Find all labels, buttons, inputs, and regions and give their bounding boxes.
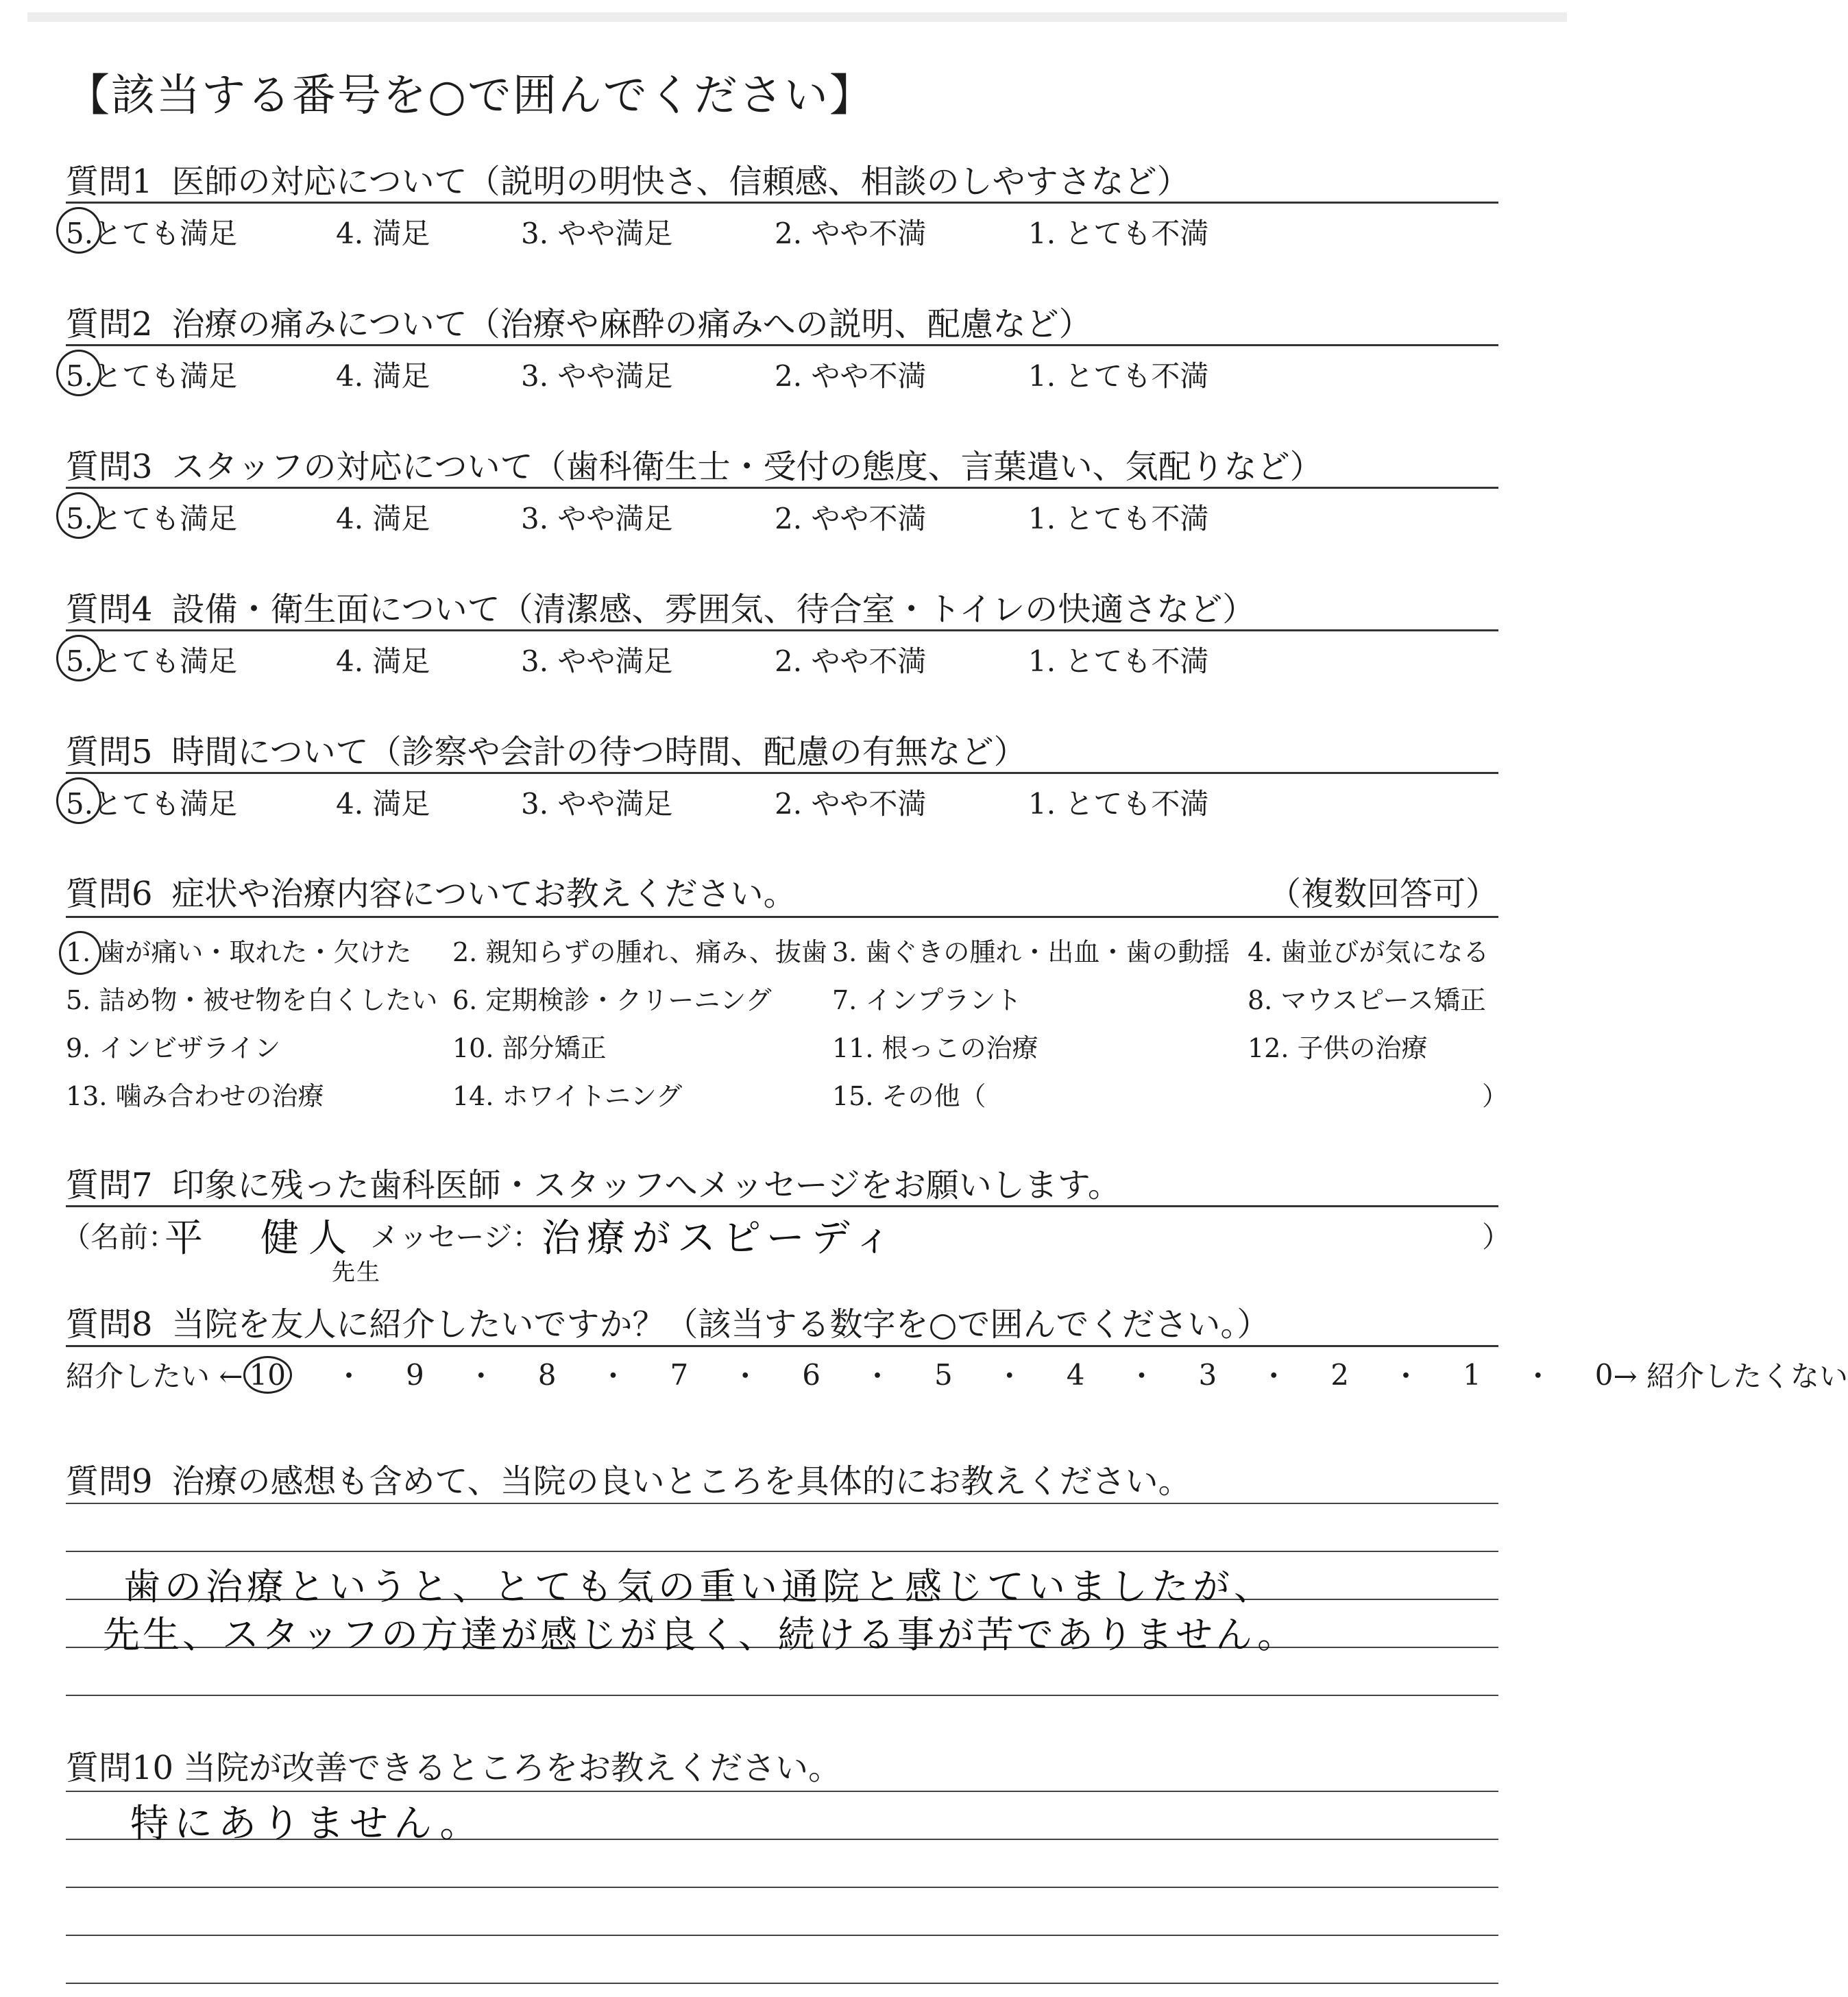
q10-text: 当院が改善できるところをお教えください。 [183,1749,842,1787]
q4-number: 質問4 [66,590,153,629]
q7-rule [66,1205,1498,1207]
q10-rule-3 [66,1887,1498,1888]
q8-scale-7: 7 [670,1357,689,1392]
q8-scale-3: 3 [1198,1357,1217,1392]
q1-option-3: 3. やや満足 [521,217,673,250]
q2-option-2: 2. やや不満 [775,359,927,393]
q5-option-5: 5.とても満足 [66,787,238,821]
q10-heading [66,1741,841,1789]
q8-separator-dot: ・ [731,1359,760,1393]
q8-scale-6: 6 [802,1357,820,1392]
q8-scale-9: 9 [406,1357,424,1392]
q8-scale-8: 8 [537,1357,557,1392]
q5-rule [66,772,1498,774]
q10-number: 質問10 [66,1749,174,1787]
q8-separator-dot: ・ [1259,1359,1289,1393]
q7-heading [66,1159,1121,1206]
q6-heading [66,867,797,915]
q10-answer-handwritten: 特にありません。 [130,1802,484,1846]
q7-message-label: メッセージ： [370,1220,542,1254]
q8-separator-dot: ・ [466,1359,496,1393]
q9-rule-1 [66,1503,1498,1504]
q8-separator-dot: ・ [863,1359,892,1393]
q6-number: 質問6 [66,875,153,913]
q5-option-1: 1. とても不満 [1028,787,1209,821]
q3-option-1: 1. とても不満 [1028,502,1209,535]
q4-option-1: 1. とても不満 [1028,644,1209,678]
q6-option-9: 9. インビザライン [66,1033,281,1063]
q2-rule [66,344,1498,346]
q5-option-2: 2. やや不満 [775,787,927,821]
q6-multiple-note: （複数回答可） [1267,875,1498,913]
q6-option-13: 13. 噛み合わせの治療 [66,1081,324,1111]
q8-scale-4: 4 [1066,1357,1085,1392]
q9-rule-2 [66,1551,1498,1552]
q2-text: 治療の痛みについて（治療や麻酔の痛みへの説明、配慮など） [171,305,1092,343]
q4-selected-circle [56,635,101,681]
q2-option-1: 1. とても不満 [1028,359,1209,393]
q7-name-suffix-handwritten: 先生 [332,1259,381,1286]
q6-option-7: 7. インプラント [832,985,1022,1015]
q2-option-3: 3. やや満足 [521,359,673,393]
q9-rule-5 [66,1695,1498,1696]
q5-option-3: 3. やや満足 [521,787,673,821]
q1-selected-circle [56,207,101,254]
q6-rule [66,916,1498,918]
q1-heading [66,155,1190,202]
q3-rule [66,487,1498,489]
q7-name-handwritten: 平 健人 [165,1216,356,1261]
q8-scale-2: 2 [1330,1357,1349,1392]
q6-option-5: 5. 詰め物・被せ物を白くしたい [66,985,438,1015]
q6-other-close-paren: ） [1482,1081,1509,1111]
q6-option-2: 2. 親知らずの腫れ、痛み、抜歯 [452,937,827,967]
q9-heading [66,1455,1191,1502]
q3-heading [66,440,1323,487]
q2-option-5: 5.とても満足 [66,359,238,393]
q4-rule [66,629,1498,631]
q6-option-11: 11. 根っこの治療 [832,1033,1038,1063]
q8-separator-dot: ・ [1523,1359,1553,1393]
scan-top-edge [27,12,1567,22]
q8-scale-10: 10 [243,1356,292,1394]
q1-rule [66,202,1498,204]
q4-heading [66,583,1255,630]
q8-separator-dot: ・ [335,1359,364,1393]
q6-option-3: 3. 歯ぐきの腫れ・出血・歯の動揺 [832,937,1230,967]
q5-number: 質問5 [66,733,153,771]
q1-option-4: 4. 満足 [336,217,430,250]
q10-rule-4 [66,1935,1498,1936]
q7-name-label: （名前： [62,1220,178,1254]
q3-selected-circle [56,492,101,539]
q9-answer-line-1: 歯の治療というと、とても気の重い通院と感じていましたが、 [123,1565,1275,1608]
q2-selected-circle [56,350,101,396]
q9-answer-line-2: 先生、スタッフの方達が感じが良く、続ける事が苦でありません。 [103,1613,1298,1656]
q2-number: 質問2 [66,305,153,343]
q4-option-2: 2. やや不満 [775,644,927,678]
q8-separator-dot: ・ [995,1359,1024,1393]
q9-text: 治療の感想も含めて、当院の良いところを具体的にお教えください。 [171,1462,1191,1501]
q4-option-4: 4. 満足 [336,644,430,678]
q1-option-5: 5.とても満足 [66,217,238,250]
q4-option-3: 3. やや満足 [521,644,673,678]
q10-rule-1 [66,1791,1498,1792]
q3-text: スタッフの対応について（歯科衛生士・受付の態度、言葉遣い、気配りなど） [171,448,1323,486]
q6-option-14: 14. ホワイトニング [452,1081,683,1111]
q7-text: 印象に残った歯科医師・スタッフへメッセージをお願いします。 [171,1166,1121,1205]
q1-text: 医師の対応について（説明の明快さ、信頼感、相談のしやすさなど） [171,162,1190,201]
q8-right-label: → 紹介したくない [1613,1359,1848,1393]
q3-option-5: 5.とても満足 [66,502,238,535]
q3-option-3: 3. やや満足 [521,502,673,535]
q6-option-10: 10. 部分矯正 [452,1033,607,1063]
q8-rule [66,1345,1498,1347]
q6-option-12: 12. 子供の治療 [1248,1033,1428,1063]
q7-number: 質問7 [66,1166,153,1205]
q10-rule-5 [66,1983,1498,1984]
q6-text: 症状や治療内容についてお教えください。 [171,875,797,913]
q4-text: 設備・衛生面について（清潔感、雰囲気、待合室・トイレの快適さなど） [171,590,1256,629]
form-instruction-header: 【該当する番号を○で囲んでください】 [66,71,875,121]
q5-selected-circle [56,777,101,824]
q8-separator-dot: ・ [1127,1359,1156,1393]
q8-scale-5: 5 [934,1357,953,1392]
q8-separator-dot: ・ [598,1359,628,1393]
q6-selected-circle [59,931,101,975]
q8-scale-numbers [243,1354,1614,1395]
q1-option-1: 1. とても不満 [1028,217,1209,250]
q9-number: 質問9 [66,1462,153,1501]
q8-left-label: 紹介したい ← [66,1359,243,1393]
q6-option-4: 4. 歯並びが気になる [1248,937,1490,967]
q3-option-4: 4. 満足 [336,502,430,535]
q7-close-paren: ） [1482,1220,1511,1254]
q8-scale-row [66,1354,1848,1395]
q8-scale-0: 0 [1594,1357,1614,1392]
q3-number: 質問3 [66,448,153,486]
q5-option-4: 4. 満足 [336,787,430,821]
q6-option-1: 1. 歯が痛い・取れた・欠けた [66,937,412,967]
q4-option-5: 5.とても満足 [66,644,238,678]
q2-option-4: 4. 満足 [336,359,430,393]
q8-number: 質問8 [66,1305,153,1344]
q8-separator-dot: ・ [1391,1359,1421,1393]
q6-option-8: 8. マウスピース矯正 [1248,985,1486,1015]
q1-number: 質問1 [66,162,153,201]
q8-text: 当院を友人に紹介したいですか？（該当する数字を○で囲んでください。） [171,1305,1270,1344]
q5-heading [66,725,1027,773]
q2-heading [66,298,1092,345]
q1-option-2: 2. やや不満 [775,217,927,250]
q6-option-15: 15. その他（ [832,1081,986,1111]
q6-option-6: 6. 定期検診・クリーニング [452,985,772,1015]
q8-heading [66,1298,1269,1345]
q3-option-2: 2. やや不満 [775,502,927,535]
q7-message-handwritten: 治療がスピーディ [542,1216,899,1261]
q8-scale-1: 1 [1463,1357,1481,1392]
q5-text: 時間について（診察や会計の待つ時間、配慮の有無など） [171,733,1027,771]
